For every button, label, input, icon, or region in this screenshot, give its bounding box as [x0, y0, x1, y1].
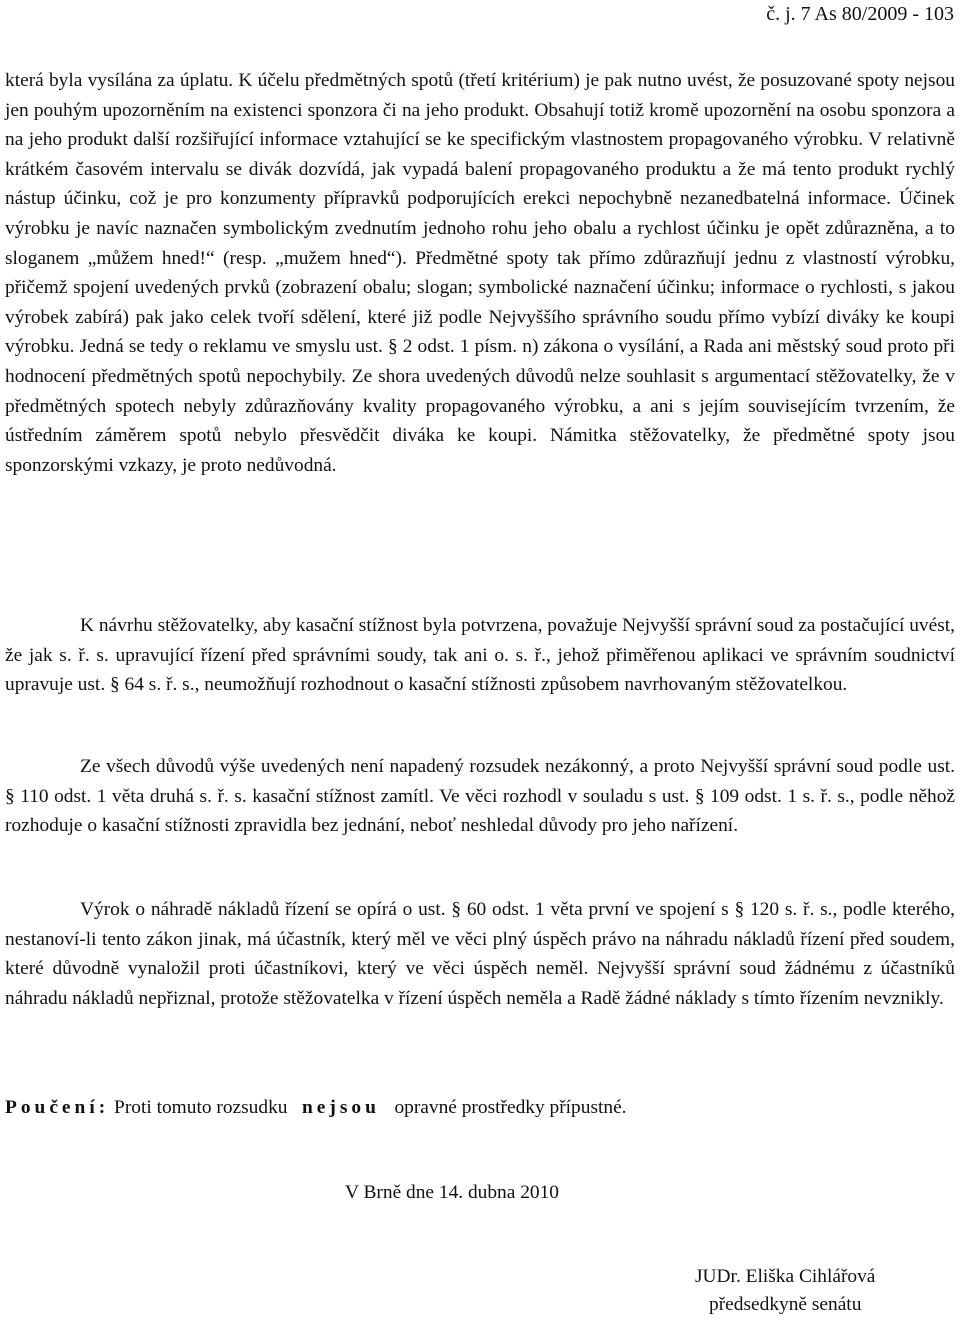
- paragraph-reasoning: [5, 66, 955, 480]
- judge-name: JUDr. Eliška Cihlářová: [695, 1266, 876, 1287]
- legal-instruction: [5, 1093, 955, 1123]
- paragraph-text: K návrhu stěžovatelky, aby kasační stížnost byla potvrzena, považuje Nejvyšší správní soud za postačující uvést, že jak s. ř. s. upravující řízení před správními soudy, tak ani o. s. ř., jehož přiměřenou aplikaci ve správním soudnictví upravuje ust. § 64 s. ř. s., neumožňují rozhodnout o kasační stížnosti způsobem navrhovaným stěžovatelkou.: [5, 615, 955, 696]
- instruction-text-after: opravné prostředky přípustné.: [394, 1097, 627, 1118]
- judge-role: předsedkyně senátu: [709, 1294, 862, 1315]
- instruction-text-before: Proti tomuto rozsudku: [114, 1097, 288, 1118]
- case-reference: č. j. 7 As 80/2009 - 103: [766, 3, 954, 25]
- instruction-label: Poučení:: [5, 1097, 110, 1118]
- place-and-date: V Brně dne 14. dubna 2010: [345, 1182, 559, 1203]
- instruction-emphasis: nejsou: [302, 1097, 380, 1118]
- signature-block: [695, 1263, 875, 1319]
- paragraph-text: Výrok o náhradě nákladů řízení se opírá o ust. § 60 odst. 1 věta první ve spojení s § 120 s. ř. s., podle kterého, nestanoví-li tento zákon jinak, má účastník, který měl ve věci plný úspěch právo na náhradu nákladů řízení před soudem, které důvodně vynaložil proti účastníkovi, který ve věci úspěch neměl. Nejvyšší správní soud žádnému z účastníků náhradu nákladů nepřiznal, protože stěžovatelka v řízení úspěch neměla a Radě žádné náklady s tímto řízením nevznikly.: [5, 899, 955, 1009]
- paragraph-text: Ze všech důvodů výše uvedených není napadený rozsudek nezákonný, a proto Nejvyšší správní soud podle ust. § 110 odst. 1 věta druhá s. ř. s. kasační stížnost zamítl. Ve věci rozhodl v souladu s ust. § 109 odst. 1 s. ř. s., podle něhož rozhoduje o kasační stížnosti zpravidla bez jednání, neboť neshledal důvody pro jeho nařízení.: [5, 756, 955, 837]
- paragraph-text: která byla vysílána za úplatu. K účelu předmětných spotů (třetí kritérium) je pak nutno uvést, že posuzované spoty nejsou jen pouhým upozorněním na existenci sponzora či na jeho produkt. Obsahují totiž kromě upozornění na osobu sponzora a na jeho produkt další rozšiřující informace vztahující se ke specifickým vlastnostem propagovaného výrobku. V relativně krátkém časovém intervalu se divák dozvídá, jak vypadá balení propagovaného produktu a že má tento produkt rychlý nástup účinku, což je pro konzumenty přípravků podporujících erekci nepochybně nezanedbatelná informace. Účinek výrobku je navíc naznačen symbolickým zvednutím jednoho rohu jeho obalu a rychlost účinku je opět zdůrazněna, a to sloganem „můžem hned!“ (resp. „mužem hned“). Předmětné spoty tak přímo zdůrazňují jednu z vlastností výrobku, přičemž spojení uvedených prvků (zobrazení obalu; slogan; symbolické naznačení účinku; informace o rychlosti, s jakou výrobek zabírá) pak jako celek tvoří sdělení, které již podle Nejvyššího správního soudu přímo vybízí diváky ke koupi výrobku. Jedná se tedy o reklamu ve smyslu ust. § 2 odst. 1 písm. n) zákona o vysílání, a Rada ani městský soud proto při hodnocení předmětných spotů nepochybily. Ze shora uvedených důvodů nelze souhlasit s argumentací stěžovatelky, že v předmětných spotech nebyly zdůrazňovány kvality propagovaného výrobku, a ani s jejím souvisejícím tvrzením, že ústředním záměrem spotů nebylo přesvědčit diváka ke koupi. Námitka stěžovatelky, že předmětné spoty jsou sponzorskými vzkazy, je proto nedůvodná.: [5, 70, 955, 476]
- paragraph-verdict: [5, 752, 955, 841]
- paragraph-costs: [5, 895, 955, 1013]
- paragraph-cassation-proposal: [5, 611, 955, 700]
